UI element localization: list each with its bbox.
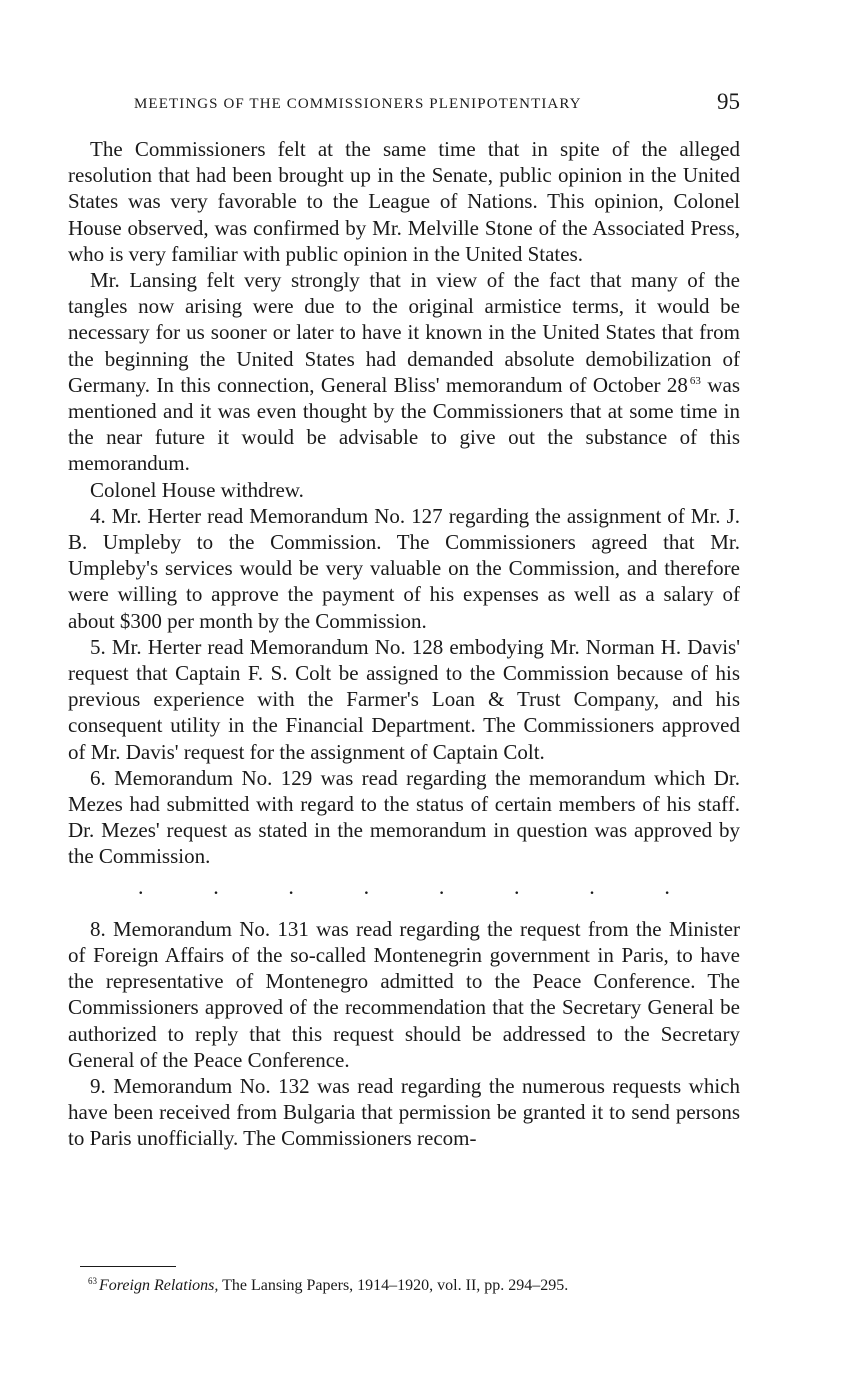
page-number: 95 bbox=[717, 89, 740, 114]
paragraph-2-text-a: Mr. Lansing felt very strongly that in view of the fact that many of the tangles now arising were due to the original armistice terms, it would be necessary for us sooner or later to have it known in the United States that from the beginning the United States had demanded absolute demobilization of Germany. In this connection, General Bliss' memorandum of October 28 bbox=[68, 268, 740, 397]
ellipsis-dot: . bbox=[363, 873, 370, 899]
paragraph-8: 8. Memorandum No. 131 was read regarding the request from the Minister of Foreign Affairs of the so-called Montenegrin government in Paris, to have the representative of Montenegro admitted to the Peace Conference. The Commissioners approved of the recommendation that the Secretary General be authorized to reply that this request should be addressed to the Secretary General of the Peace Conference. bbox=[68, 916, 740, 1072]
ellipsis-dot: . bbox=[138, 873, 144, 899]
ellipsis-dot: . bbox=[288, 873, 294, 899]
running-head bbox=[68, 88, 740, 122]
footnote-reference[interactable]: 63 bbox=[689, 374, 701, 387]
footnote-rule bbox=[80, 1266, 176, 1267]
footnote-mark: 63 bbox=[88, 1275, 97, 1286]
paragraph-4: 4. Mr. Herter read Memorandum No. 127 regarding the assignment of Mr. J. B. Umpleby to the Commission. The Commissioners agreed that Mr. Umpleby's services would be very valuable on the Commission, and therefore were willing to approve the payment of his expenses as well as a salary of about $300 per month by the Commission. bbox=[68, 503, 740, 633]
running-title: MEETINGS OF THE COMMISSIONERS PLENIPOTENTIARY bbox=[134, 96, 582, 112]
paragraph-2 bbox=[68, 267, 740, 477]
ellipsis-dot: . bbox=[589, 873, 595, 899]
paragraph-1: The Commissioners felt at the same time that in spite of the alleged resolution that had been brought up in the Senate, public opinion in the United States was very favorable to the League of Nations. This opinion, Colonel House observed, was confirmed by Mr. Melville Stone of the Associated Press, who is very familiar with public opinion in the United States. bbox=[68, 137, 740, 266]
footnote-title: Foreign Relations, bbox=[99, 1277, 219, 1294]
ellipsis-dot: . bbox=[438, 873, 445, 899]
body-text bbox=[68, 136, 740, 1152]
footnote-citation: The Lansing Papers, 1914–1920, vol. II, pp. 294–295. bbox=[218, 1277, 569, 1294]
ellipsis-dot: . bbox=[514, 873, 520, 899]
footnote bbox=[88, 1276, 568, 1296]
paragraph-3: Colonel House withdrew. bbox=[90, 477, 304, 502]
paragraph-2-text-b: was mentioned and it was even thought by the Commissioners that at some time in the near future it would be advisable to give out the substance of this memorandum. bbox=[68, 372, 740, 476]
page bbox=[68, 88, 740, 1152]
omission-ellipsis bbox=[68, 873, 740, 899]
paragraph-6: 6. Memorandum No. 129 was read regarding the memorandum which Dr. Mezes had submitted with regard to the status of certain members of his staff. Dr. Mezes' request as stated in the memorandum in question was approved by the Commission. bbox=[68, 765, 740, 869]
paragraph-9: 9. Memorandum No. 132 was read regarding the numerous requests which have been received from Bulgaria that permission be granted it to send persons to Paris unofficially. The Commissioners recom- bbox=[68, 1073, 740, 1151]
ellipsis-dot: . bbox=[213, 873, 219, 899]
paragraph-5: 5. Mr. Herter read Memorandum No. 128 embodying Mr. Norman H. Davis' request that Captain F. S. Colt be assigned to the Commission because of his previous experience with the Farmer's Loan & Trust Company, and his consequent utility in the Financial Department. The Commissioners approved of Mr. Davis' request for the assignment of Captain Colt. bbox=[68, 634, 740, 764]
ellipsis-dot: . bbox=[664, 873, 670, 899]
